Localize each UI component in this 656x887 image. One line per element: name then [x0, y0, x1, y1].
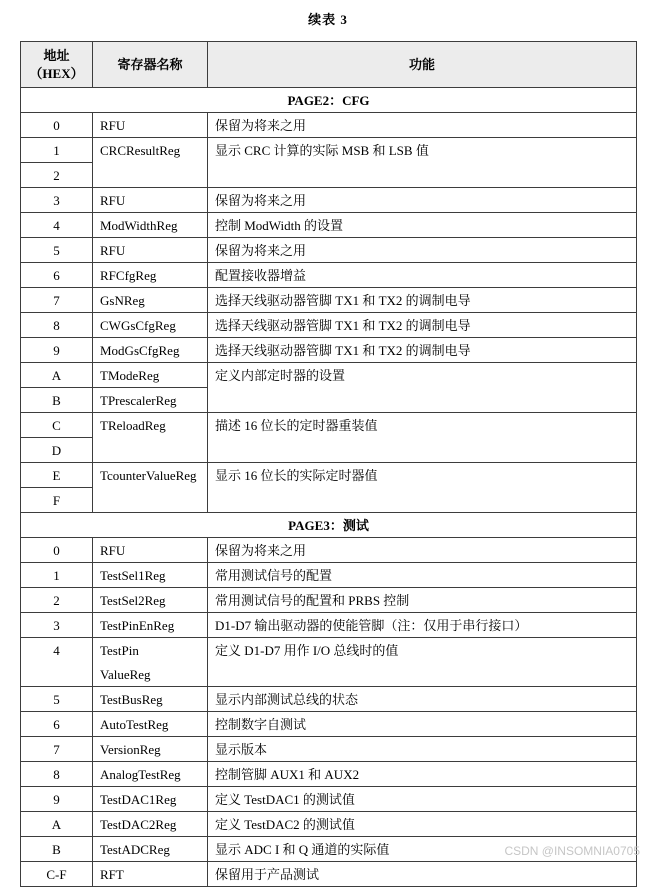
- table-row: [21, 263, 637, 288]
- table-row: [21, 862, 637, 887]
- register-cell: CWGsCfgReg: [93, 313, 208, 338]
- function-cell: 描述 16 位长的定时器重装值: [208, 413, 637, 463]
- register-cell: TPrescalerReg: [93, 388, 208, 413]
- address-cell: 7: [21, 737, 93, 762]
- function-cell: 保留为将来之用: [208, 238, 637, 263]
- register-cell: AutoTestReg: [93, 712, 208, 737]
- table-row: [21, 563, 637, 588]
- address-cell: 3: [21, 188, 93, 213]
- header-address-line1: 地址: [43, 47, 70, 63]
- function-cell: 显示版本: [208, 737, 637, 762]
- register-cell: GsNReg: [93, 288, 208, 313]
- table-row: [21, 712, 637, 737]
- table-row: [21, 288, 637, 313]
- register-cell: RFU: [93, 238, 208, 263]
- address-cell: E: [21, 463, 93, 488]
- function-cell: 配置接收器增益: [208, 263, 637, 288]
- table-row: [21, 238, 637, 263]
- address-cell: 4: [21, 638, 93, 687]
- table-row: [21, 413, 637, 438]
- register-cell: TestSel2Reg: [93, 588, 208, 613]
- function-cell: 保留为将来之用: [208, 538, 637, 563]
- table-row: [21, 762, 637, 787]
- register-cell: VersionReg: [93, 737, 208, 762]
- function-cell: 定义 TestDAC2 的测试值: [208, 812, 637, 837]
- register-cell: RFT: [93, 862, 208, 887]
- function-cell: 保留用于产品测试: [208, 862, 637, 887]
- function-cell: 常用测试信号的配置和 PRBS 控制: [208, 588, 637, 613]
- register-cell: RFU: [93, 188, 208, 213]
- address-cell: 0: [21, 113, 93, 138]
- address-cell: B: [21, 837, 93, 862]
- address-cell: 8: [21, 762, 93, 787]
- register-cell: ModWidthReg: [93, 213, 208, 238]
- table-row: [21, 538, 637, 563]
- table-row: [21, 463, 637, 488]
- address-cell: F: [21, 488, 93, 513]
- header-address: [21, 42, 93, 88]
- address-cell: B: [21, 388, 93, 413]
- address-cell: 7: [21, 288, 93, 313]
- address-cell: A: [21, 812, 93, 837]
- function-cell: 控制管脚 AUX1 和 AUX2: [208, 762, 637, 787]
- address-cell: 5: [21, 687, 93, 712]
- table-row: [21, 138, 637, 163]
- function-cell: 保留为将来之用: [208, 188, 637, 213]
- register-cell: TestPinEnReg: [93, 613, 208, 638]
- table-row: [21, 188, 637, 213]
- table-row: [21, 313, 637, 338]
- address-cell: 2: [21, 588, 93, 613]
- section-title-row: [21, 88, 637, 113]
- register-cell: CRCResultReg: [93, 138, 208, 188]
- function-cell: 控制 ModWidth 的设置: [208, 213, 637, 238]
- header-row: [21, 42, 637, 88]
- section-title: PAGE3：测试: [21, 513, 637, 538]
- header-register: 寄存器名称: [93, 42, 208, 88]
- function-cell: 定义 TestDAC1 的测试值: [208, 787, 637, 812]
- table-row: [21, 113, 637, 138]
- table-row: [21, 363, 637, 388]
- register-cell: TestPin ValueReg: [93, 638, 208, 687]
- register-cell: TcounterValueReg: [93, 463, 208, 513]
- register-cell: TModeReg: [93, 363, 208, 388]
- register-cell: TestADCReg: [93, 837, 208, 862]
- register-cell: RFCfgReg: [93, 263, 208, 288]
- header-address-line2: （HEX）: [29, 65, 84, 81]
- section-title: PAGE2：CFG: [21, 88, 637, 113]
- register-cell: RFU: [93, 538, 208, 563]
- address-cell: 2: [21, 163, 93, 188]
- register-cell: ModGsCfgReg: [93, 338, 208, 363]
- register-cell: TestDAC2Reg: [93, 812, 208, 837]
- function-cell: 选择天线驱动器管脚 TX1 和 TX2 的调制电导: [208, 338, 637, 363]
- address-cell: 0: [21, 538, 93, 563]
- function-cell: D1-D7 输出驱动器的使能管脚（注：仅用于串行接口）: [208, 613, 637, 638]
- address-cell: A: [21, 363, 93, 388]
- register-cell: AnalogTestReg: [93, 762, 208, 787]
- address-cell: 3: [21, 613, 93, 638]
- function-cell: 选择天线驱动器管脚 TX1 和 TX2 的调制电导: [208, 313, 637, 338]
- page-title: 续表 3: [308, 12, 348, 27]
- table-row: [21, 812, 637, 837]
- table-row: [21, 737, 637, 762]
- address-cell: 1: [21, 138, 93, 163]
- function-cell: 定义内部定时器的设置: [208, 363, 637, 413]
- address-cell: 9: [21, 787, 93, 812]
- header-function: 功能: [208, 42, 637, 88]
- address-cell: 8: [21, 313, 93, 338]
- register-cell: RFU: [93, 113, 208, 138]
- table-row: [21, 588, 637, 613]
- address-cell: 5: [21, 238, 93, 263]
- function-cell: 保留为将来之用: [208, 113, 637, 138]
- address-cell: D: [21, 438, 93, 463]
- function-cell: 显示 CRC 计算的实际 MSB 和 LSB 值: [208, 138, 637, 188]
- register-table: [20, 41, 637, 887]
- table-row: [21, 787, 637, 812]
- table-row: [21, 338, 637, 363]
- function-cell: 显示 16 位长的实际定时器值: [208, 463, 637, 513]
- register-cell: TReloadReg: [93, 413, 208, 463]
- address-cell: C-F: [21, 862, 93, 887]
- register-table-body: [21, 88, 637, 887]
- register-cell: TestDAC1Reg: [93, 787, 208, 812]
- table-row: [21, 638, 637, 687]
- section-title-row: [21, 513, 637, 538]
- address-cell: 6: [21, 263, 93, 288]
- function-cell: 常用测试信号的配置: [208, 563, 637, 588]
- function-cell: 显示内部测试总线的状态: [208, 687, 637, 712]
- watermark: CSDN @INSOMNIA0705: [504, 844, 640, 858]
- register-cell: TestBusReg: [93, 687, 208, 712]
- table-row: [21, 687, 637, 712]
- address-cell: 1: [21, 563, 93, 588]
- register-cell: TestSel1Reg: [93, 563, 208, 588]
- function-cell: 定义 D1-D7 用作 I/O 总线时的值: [208, 638, 637, 687]
- table-row: [21, 213, 637, 238]
- address-cell: 9: [21, 338, 93, 363]
- function-cell: 控制数字自测试: [208, 712, 637, 737]
- address-cell: 6: [21, 712, 93, 737]
- address-cell: 4: [21, 213, 93, 238]
- function-cell: 选择天线驱动器管脚 TX1 和 TX2 的调制电导: [208, 288, 637, 313]
- function-cell: 显示 ADC I 和 Q 通道的实际值: [208, 837, 637, 862]
- table-row: [21, 613, 637, 638]
- table-header: [21, 42, 637, 88]
- address-cell: C: [21, 413, 93, 438]
